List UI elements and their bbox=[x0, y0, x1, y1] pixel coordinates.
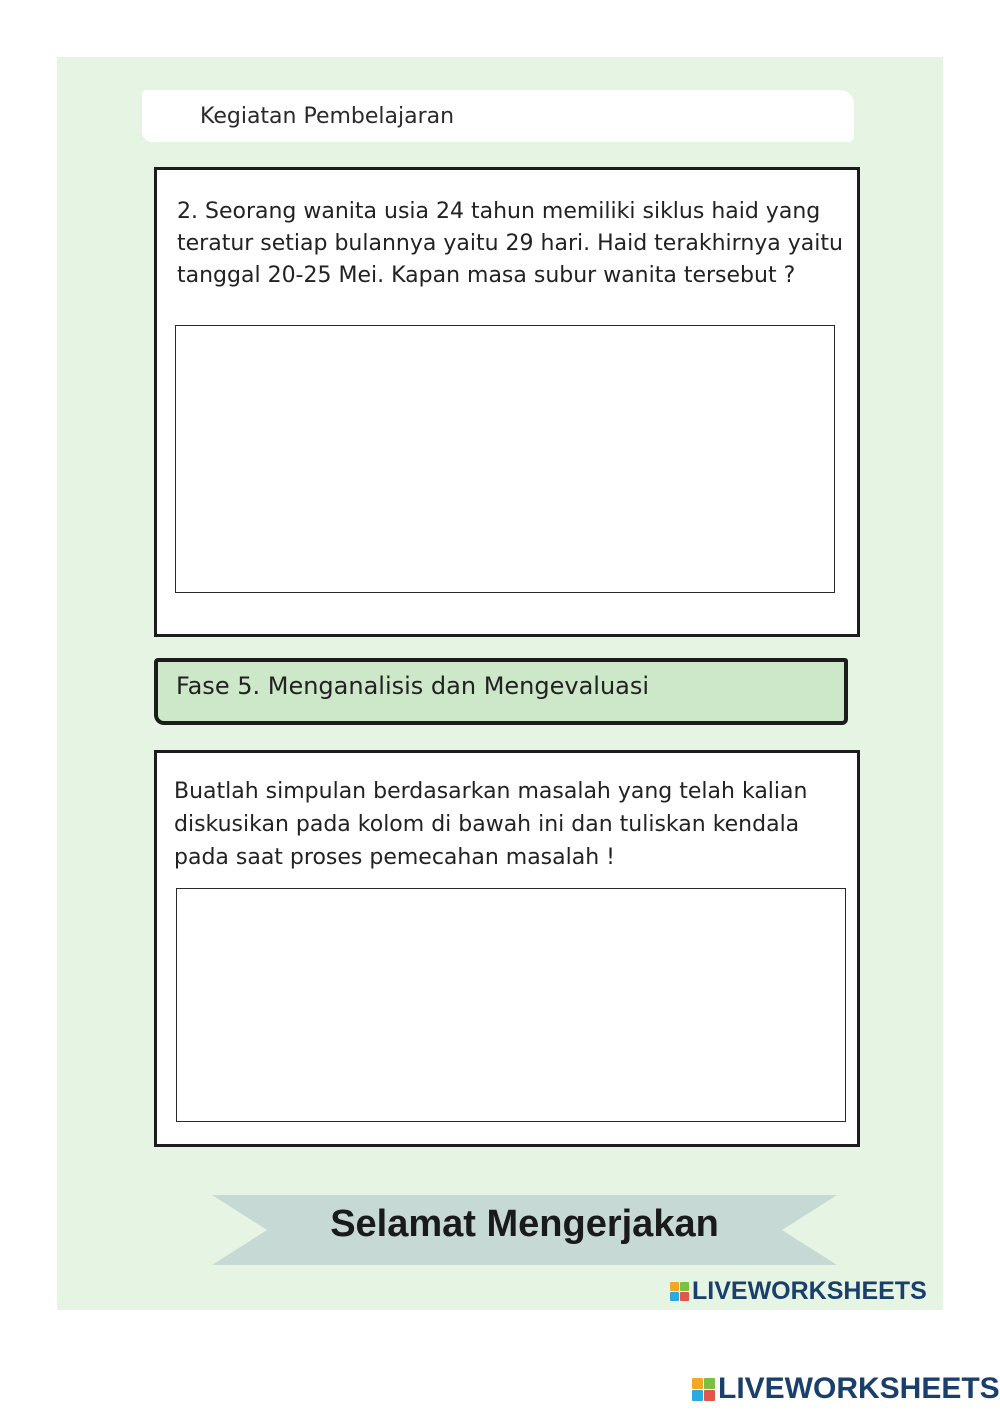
closing-text: Selamat Mengerjakan bbox=[330, 1203, 719, 1245]
liveworksheets-icon bbox=[692, 1378, 715, 1401]
section-header bbox=[142, 90, 854, 142]
section-header-title: Kegiatan Pembelajaran bbox=[200, 104, 455, 129]
answer-input-question-2[interactable] bbox=[175, 325, 835, 593]
liveworksheets-logo-inner bbox=[670, 1277, 927, 1306]
liveworksheets-logo-footer[interactable] bbox=[692, 1372, 1000, 1406]
liveworksheets-icon bbox=[670, 1282, 689, 1301]
question-text: 2. Seorang wanita usia 24 tahun memiliki siklus haid yang teratur setiap bulannya yaitu 29 hari. Haid terakhirnya yaitu tanggal 20-25 Mei. Kapan masa subur wanita tersebut ? bbox=[177, 199, 843, 288]
liveworksheets-logo-text: LIVEWORKSHEETS bbox=[692, 1277, 927, 1305]
phase-banner bbox=[154, 658, 848, 725]
conclusion-card bbox=[154, 750, 860, 1147]
phase-label: Fase 5. Menganalisis dan Mengevaluasi bbox=[176, 672, 650, 700]
answer-input-conclusion[interactable] bbox=[176, 888, 846, 1122]
conclusion-instructions: Buatlah simpulan berdasarkan masalah yang telah kalian diskusikan pada kolom di bawah ini dan tuliskan kendala pada saat proses pemecahan masalah ! bbox=[174, 779, 808, 870]
question-card bbox=[154, 167, 860, 637]
closing-ribbon bbox=[212, 1195, 837, 1265]
liveworksheets-footer-text: LIVEWORKSHEETS bbox=[718, 1372, 1000, 1405]
worksheet-page bbox=[57, 57, 943, 1310]
